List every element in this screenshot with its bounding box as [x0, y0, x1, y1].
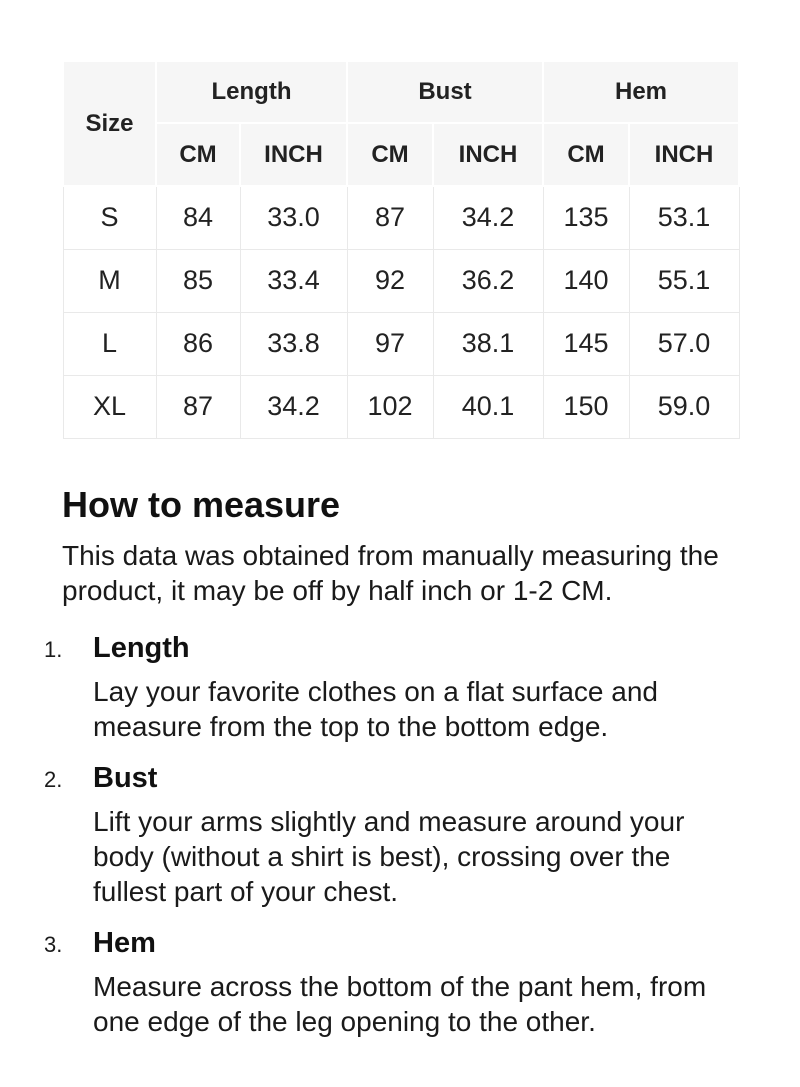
- step-heading: [44, 630, 738, 668]
- bust-cm-value: 102: [347, 375, 433, 438]
- size-column-header: Size: [63, 61, 156, 186]
- step-title: Bust: [93, 761, 158, 794]
- step-hem: [44, 925, 738, 1039]
- step-number: 2.: [44, 766, 63, 792]
- hem-group-header: Hem: [543, 61, 739, 123]
- step-description: Lift your arms slightly and measure around your body (without a shirt is best), crossing over the fullest part of your chest.: [93, 805, 685, 907]
- bust-inch-value: 38.1: [433, 312, 543, 375]
- table-row-xl: [63, 375, 739, 438]
- hem-cm-value: 135: [543, 186, 629, 249]
- bust-inch-value: 34.2: [433, 186, 543, 249]
- hem-cm-header: CM: [543, 123, 629, 186]
- step-title: Length: [93, 631, 190, 664]
- bust-cm-header: CM: [347, 123, 433, 186]
- bust-cm-value: 87: [347, 186, 433, 249]
- bust-inch-value: 36.2: [433, 249, 543, 312]
- table-row-m: [63, 249, 739, 312]
- bust-cm-value: 97: [347, 312, 433, 375]
- size-label: XL: [63, 375, 156, 438]
- step-number: 3.: [44, 931, 63, 957]
- table-row-s: [63, 186, 739, 249]
- step-heading: [44, 925, 738, 963]
- hem-inch-value: 53.1: [629, 186, 739, 249]
- length-cm-value: 86: [156, 312, 240, 375]
- length-cm-header: CM: [156, 123, 240, 186]
- hem-cm-value: 145: [543, 312, 629, 375]
- step-heading: [44, 760, 738, 798]
- step-number: 1.: [44, 636, 63, 662]
- hem-inch-value: 57.0: [629, 312, 739, 375]
- hem-inch-header: INCH: [629, 123, 739, 186]
- hem-inch-value: 59.0: [629, 375, 739, 438]
- size-chart-table: [62, 60, 740, 439]
- length-cm-value: 87: [156, 375, 240, 438]
- step-description: Measure across the bottom of the pant hem, from one edge of the leg opening to the other.: [93, 970, 707, 1037]
- table-row-l: [63, 312, 739, 375]
- length-cm-value: 84: [156, 186, 240, 249]
- size-label: M: [63, 249, 156, 312]
- page-title: How to measure: [62, 483, 341, 525]
- hem-cm-value: 150: [543, 375, 629, 438]
- length-inch-value: 34.2: [240, 375, 347, 438]
- length-inch-value: 33.8: [240, 312, 347, 375]
- measure-steps-list: [44, 630, 738, 1039]
- length-cm-value: 85: [156, 249, 240, 312]
- bust-cm-value: 92: [347, 249, 433, 312]
- step-length: [44, 630, 738, 744]
- length-inch-value: 33.0: [240, 186, 347, 249]
- measure-intro-text: This data was obtained from manually measuring the product, it may be off by half inch or 1-2 CM.: [62, 539, 719, 606]
- hem-inch-value: 55.1: [629, 249, 739, 312]
- step-title: Hem: [93, 926, 156, 959]
- bust-inch-header: INCH: [433, 123, 543, 186]
- length-inch-header: INCH: [240, 123, 347, 186]
- size-label: S: [63, 186, 156, 249]
- size-label: L: [63, 312, 156, 375]
- length-inch-value: 33.4: [240, 249, 347, 312]
- length-group-header: Length: [156, 61, 347, 123]
- bust-inch-value: 40.1: [433, 375, 543, 438]
- step-description: Lay your favorite clothes on a flat surface and measure from the top to the bottom edge.: [93, 675, 658, 742]
- hem-cm-value: 140: [543, 249, 629, 312]
- bust-group-header: Bust: [347, 61, 543, 123]
- step-bust: [44, 760, 738, 909]
